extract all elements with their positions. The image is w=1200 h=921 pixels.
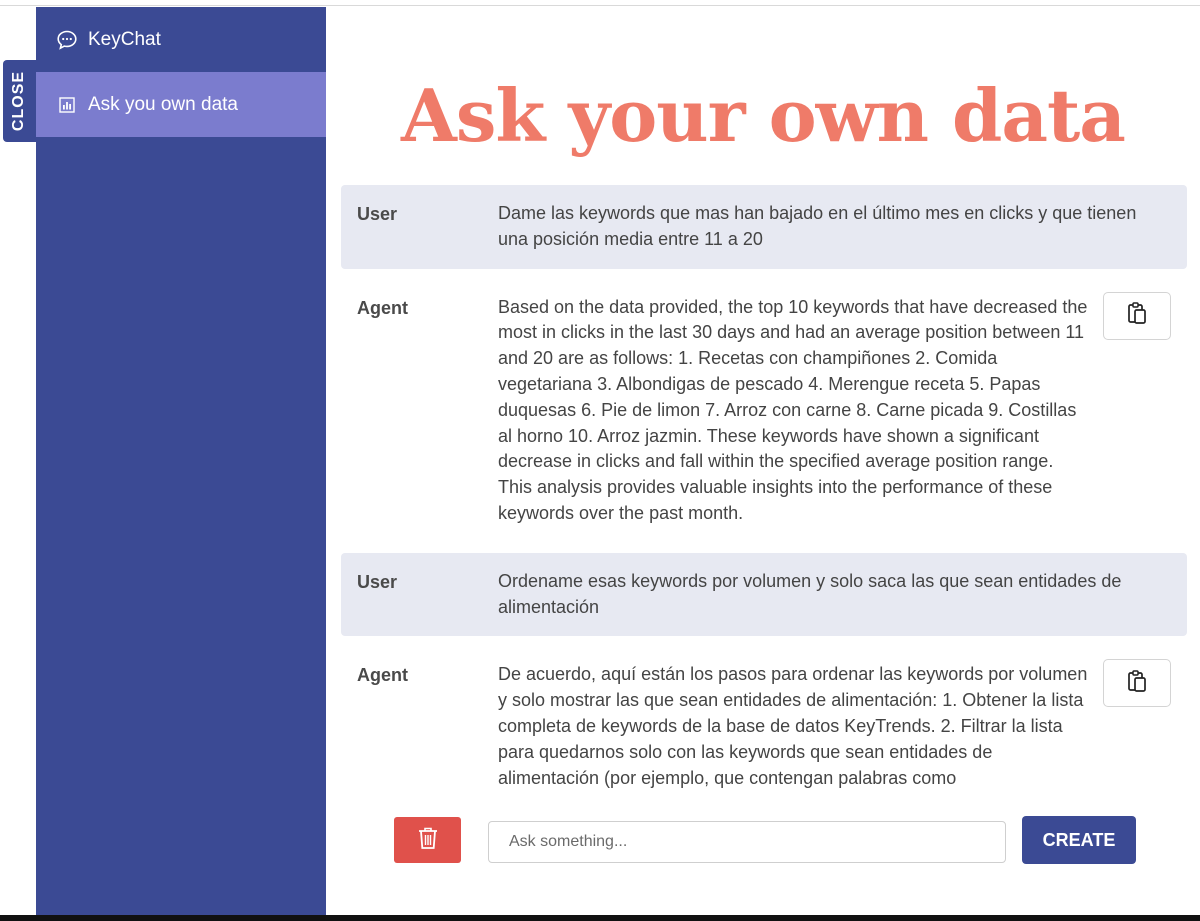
- create-button[interactable]: CREATE: [1022, 816, 1136, 864]
- message-text: De acuerdo, aquí están los pasos para ordenar las keywords por volumen y solo mostrar las que sean entidades de alimentación: 1. Obtener la lista completa de keywords de la base de datos KeyTrends. 2. Filtrar la lista para quedarnos solo con las keywords que sean entidades de alimentación (por ejemplo, que contengan palabras como: [498, 664, 1088, 788]
- sidebar-item-label: Ask you own data: [88, 93, 238, 115]
- trash-icon: [417, 826, 439, 855]
- message-role: Agent: [357, 665, 408, 686]
- message-text: Based on the data provided, the top 10 keywords that have decreased the most in clicks in the last 30 days and had an average position between 11 and 20 are as follows: 1. Recetas con champiñones 2. Comida vegetariana 3. Albondigas de pescado 4. Merengue receta 5. Papas duquesas 6. Pie de limon 7. Arroz con carne 8. Carne picada 9. Costillas al horno 10. Arroz jazmin. These keywords have shown a significant decrease in clicks and fall within the specified average position range. This analysis provides valuable insights into the performance of these keywords over the past month.: [498, 296, 1088, 523]
- copy-button[interactable]: [1103, 292, 1171, 340]
- copy-button[interactable]: [1103, 659, 1171, 707]
- window-top-border: [0, 0, 1200, 6]
- sidebar-item-keychat[interactable]: [36, 7, 326, 72]
- clipboard-icon: [1126, 301, 1148, 330]
- clipboard-icon: [1126, 669, 1148, 698]
- close-sidebar-tab[interactable]: [3, 60, 36, 142]
- message-text: Dame las keywords que mas han bajado en el último mes en clicks y que tienen una posición media entre 11 a 20: [498, 203, 1137, 249]
- message-text: Ordename esas keywords por volumen y solo saca las que sean entidades de alimentación: [498, 570, 1122, 617]
- chat-message-user: [341, 185, 1187, 269]
- message-role: Agent: [357, 297, 408, 318]
- chat-message-agent: [341, 636, 1187, 800]
- close-tab-label: CLOSE: [10, 70, 28, 132]
- delete-chat-button[interactable]: [394, 817, 461, 863]
- chat-log[interactable]: [341, 185, 1187, 800]
- chat-bubble-icon: [56, 29, 78, 51]
- ask-input[interactable]: [488, 821, 1006, 863]
- message-role: User: [357, 204, 398, 224]
- chat-message-user: [341, 553, 1187, 637]
- sidebar: [36, 7, 326, 915]
- main-panel: [326, 7, 1200, 915]
- message-role: User: [357, 571, 398, 592]
- chat-message-agent: [341, 269, 1187, 553]
- page-title: Ask your own data: [401, 73, 1125, 158]
- sidebar-item-label: KeyChat: [88, 28, 161, 50]
- bar-chart-icon: [56, 94, 78, 116]
- sidebar-item-ask-own-data[interactable]: [36, 72, 326, 137]
- window-bottom-edge: [0, 915, 1200, 921]
